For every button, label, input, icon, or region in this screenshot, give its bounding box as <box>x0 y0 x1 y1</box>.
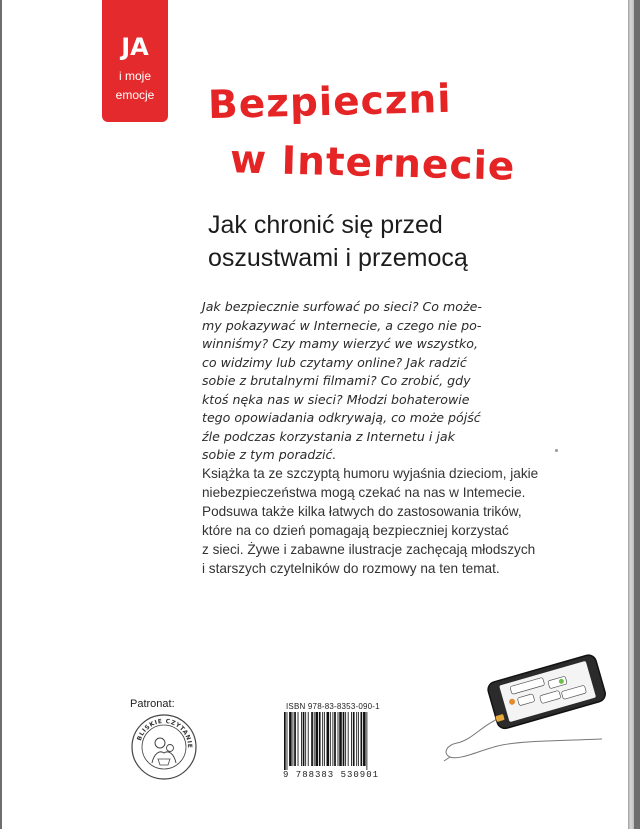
description-line: które na co dzień pomagają bezpieczniej korzystać <box>202 523 509 538</box>
print-speck <box>555 449 558 452</box>
patron-seal-icon <box>130 713 198 781</box>
series-name: JA <box>121 33 149 61</box>
patron-label: Patronat: <box>130 698 175 710</box>
barcode-digits: 9 788383 530901 <box>283 770 380 780</box>
svg-text:BLISKIE CZYTANIE: BLISKIE CZYTANIE <box>135 717 194 749</box>
series-subtitle-line1: i moje <box>118 69 151 83</box>
description-line: Książka ta ze szczyptą humoru wyjaśnia dzieciom, jakie <box>202 466 539 481</box>
isbn-text: ISBN 978-83-8353-090-1 <box>286 702 380 711</box>
book-subtitle-line1: Jak chronić się przed <box>208 211 443 239</box>
intro-line: Jak bezpiecznie surfować po sieci? Co może- <box>202 299 482 314</box>
intro-line: sobie z tym poradzić. <box>202 447 337 462</box>
intro-line: sobie z brutalnymi filmami? Co zrobić, gdy <box>202 373 471 388</box>
series-badge <box>102 0 168 122</box>
back-cover <box>2 0 634 829</box>
book-title-line1: Bezpieczni <box>207 76 453 129</box>
smartphone-icon <box>442 645 612 765</box>
description-paragraph <box>202 464 542 578</box>
description-line: Podsuwa także kilka łatwych do zastosowania trików, <box>202 504 522 519</box>
intro-line: co widzimy lub czytamy online? Jak radzić <box>202 354 467 370</box>
description-line: z sieci. Żywe i zabawne ilustracje zachęcają młodszych <box>202 542 536 557</box>
intro-line: winniśmy? Czy mamy wierzyć we wszystko, <box>202 336 478 351</box>
cover-edge <box>628 0 634 829</box>
description-line: i starszych czytelników do rozmowy na ten temat. <box>202 561 500 576</box>
barcode <box>282 712 402 770</box>
intro-paragraph <box>202 298 542 465</box>
description-line: niebezpieczeństwa mogą czekać na nas w Intemecie. <box>202 485 526 500</box>
intro-line: ktoś nęka nas w sieci? Młodzi bohaterowie <box>202 391 470 407</box>
intro-line: źle podczas korzystania z Internetu i jak <box>202 428 455 444</box>
intro-line: my pokazywać w Internecie, a czego nie po- <box>202 317 482 333</box>
book-subtitle-line2: oszustwami i przemocą <box>208 244 468 272</box>
intro-line: tego opowiadania odkrywają, co może pójść <box>202 410 481 425</box>
book-title-line2: w Internecie <box>229 137 516 190</box>
series-subtitle-line2: emocje <box>115 88 155 102</box>
